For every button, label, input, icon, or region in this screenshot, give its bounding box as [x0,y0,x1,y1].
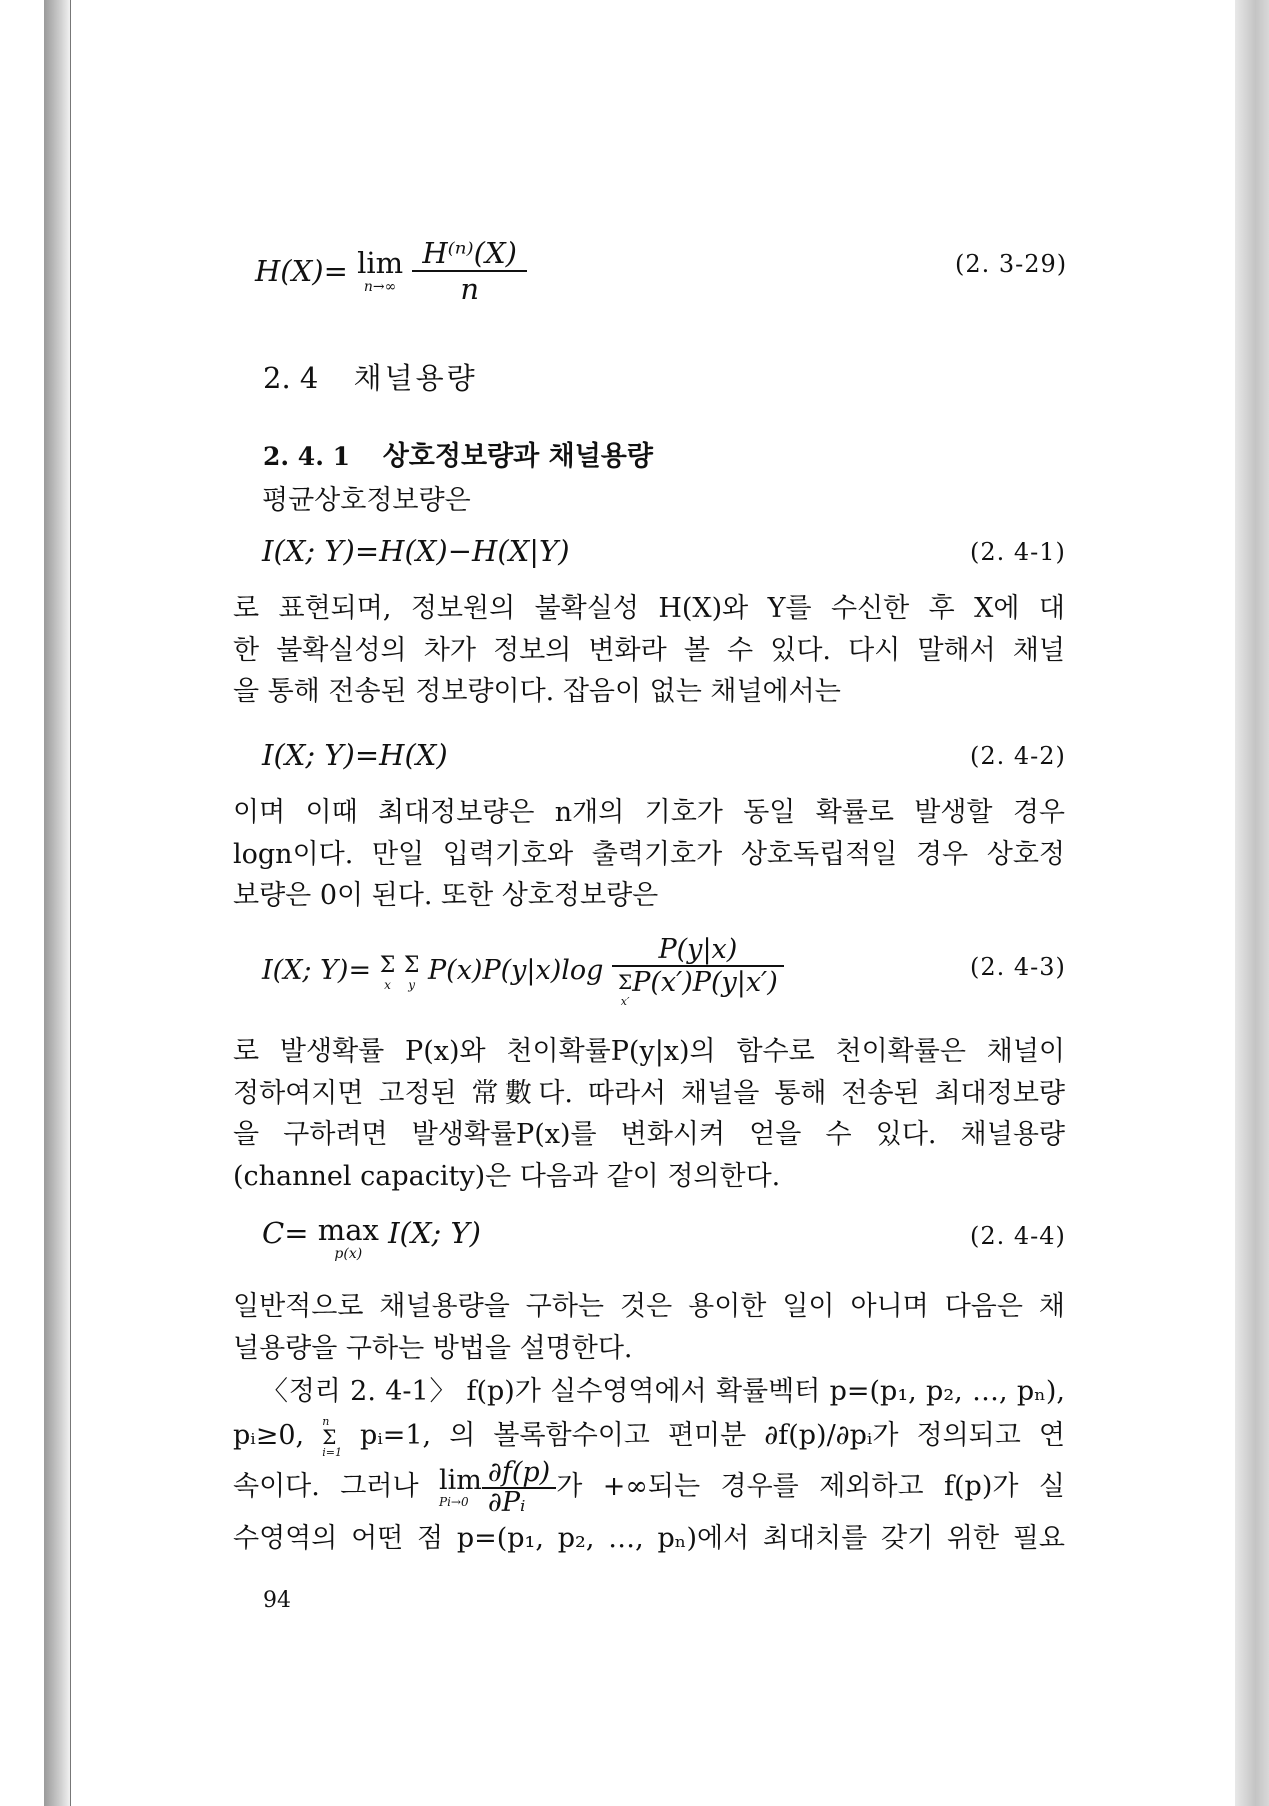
text-line: 을 통해 전송된 정보량이다. 잡음이 없는 채널에서는 [233,676,841,707]
section-number: 2. 4 [263,361,319,395]
theorem-line-2: pᵢ≥0, n Σ i=1 pᵢ=1, 의 볼록함수이고 편미분 ∂f(p)/∂pᵢ가 정의되고 연 [233,1414,1065,1459]
equation-2-4-1: I(X; Y)=H(X)−H(X|Y) [262,534,570,568]
subsection-heading [263,434,653,473]
section-heading [263,356,478,397]
equation-number: (2. 4-4) [970,1222,1066,1250]
max-operator: max p(x) [317,1213,379,1262]
eq-rhs: I(X; Y) [388,1216,481,1250]
equation-2-3-29 [255,236,527,306]
paragraph-1 [233,588,1065,713]
equation-2-4-4 [262,1213,481,1262]
text-line: 일반적으로 채널용량을 구하는 것은 용이한 일이 아니며 다음은 채 [233,1291,1065,1322]
text-line: 로 표현되며, 정보원의 불확실성 H(X)와 Y를 수신한 후 X에 대 [233,593,1065,624]
text-line: 정하여지면 고정된 常數다. 따라서 채널을 통해 전송된 최대정보량 [233,1077,1065,1109]
page-number: 94 [263,1588,291,1613]
section-title: 채널용량 [353,361,478,395]
sum-x: Σ x [379,953,396,992]
text-line: 을 구하려면 발생확률P(x)를 변화시켜 얻을 수 있다. 채널용량 [233,1119,1065,1150]
subsection-number: 2. 4. 1 [263,442,350,471]
eq-lhs: I(X; Y)= [262,955,372,986]
subsection-title: 상호정보량과 채널용량 [382,441,653,472]
equation-number: (2. 3-29) [955,250,1068,278]
text-line: 보량은 0이 된다. 또한 상호정보량은 [233,880,659,911]
text-line: 널용량을 구하는 방법을 설명한다. [233,1332,633,1364]
equation-number: (2. 4-3) [970,953,1066,981]
fraction: $\frac{\text{H⁽ⁿ⁾(X)}}{n}$ [412,236,527,306]
fraction: $\frac{\partial f(p)}{\text{∂Pᵢ}}$ [482,1459,556,1517]
text-line: 한 불확실성의 차가 정보의 변화라 볼 수 있다. 다시 말해서 채널 [233,634,1065,666]
eq-lhs: C= [262,1216,309,1250]
theorem-line-4: 수영역의 어떤 점 p=(p₁, p₂, …, pₙ)에서 최대치를 갖기 위한 필요 [233,1522,1065,1554]
equation-2-4-2: I(X; Y)=H(X) [262,738,448,772]
summation: n Σ i=1 [322,1414,342,1459]
eq-middle: P(x)P(y|x)log [428,955,604,986]
theorem-block [233,1370,1065,1561]
text-line: 이며 이때 최대정보량은 n개의 기호가 동일 확률로 발생할 경우 [233,797,1065,828]
paragraph-4 [233,1286,1065,1369]
sum-x-prime: Σ x′ [618,970,633,1008]
text-line: logn이다. 만일 입력기호와 출력기호가 상호독립적일 경우 상호정 [233,838,1065,870]
text-line: 로 발생확률 P(x)와 천이확률P(y|x)의 함수로 천이확률은 채널이 [233,1036,1065,1067]
paragraph-2 [233,792,1065,917]
intro-line: 평균상호정보량은 [262,485,471,516]
lim-operator: lim Pi→0 [439,1465,482,1509]
equation-number: (2. 4-2) [970,742,1066,770]
equation-number: (2. 4-1) [970,538,1066,566]
paragraph-3 [233,1031,1065,1197]
equation-2-4-3 [262,934,784,1007]
eq-lhs: H(X)= [255,254,348,288]
fraction: P(y|x) Σ x′ P(x′)P(y|x′) [612,934,784,1007]
sum-y: Σ y [403,953,420,992]
denominator: Σ x′ P(x′)P(y|x′) [618,967,778,1008]
theorem-line-1: 〈정리 2. 4-1〉 f(p)가 실수영역에서 확률벡터 p=(p₁, p₂, …, pₙ), [261,1376,1065,1407]
theorem-line-3: 속이다. 그러나 lim Pi→0 $\frac{\partial f(p)}{\text{∂Pᵢ}}$ 가 +∞되는 경우를 제외하고 f(p)가 실 [233,1456,1065,1518]
page-right-shadow [1235,0,1269,1806]
lim-operator: lim n→∞ [357,245,404,295]
text-line: (channel capacity)은 다음과 같이 정의한다. [233,1160,781,1192]
